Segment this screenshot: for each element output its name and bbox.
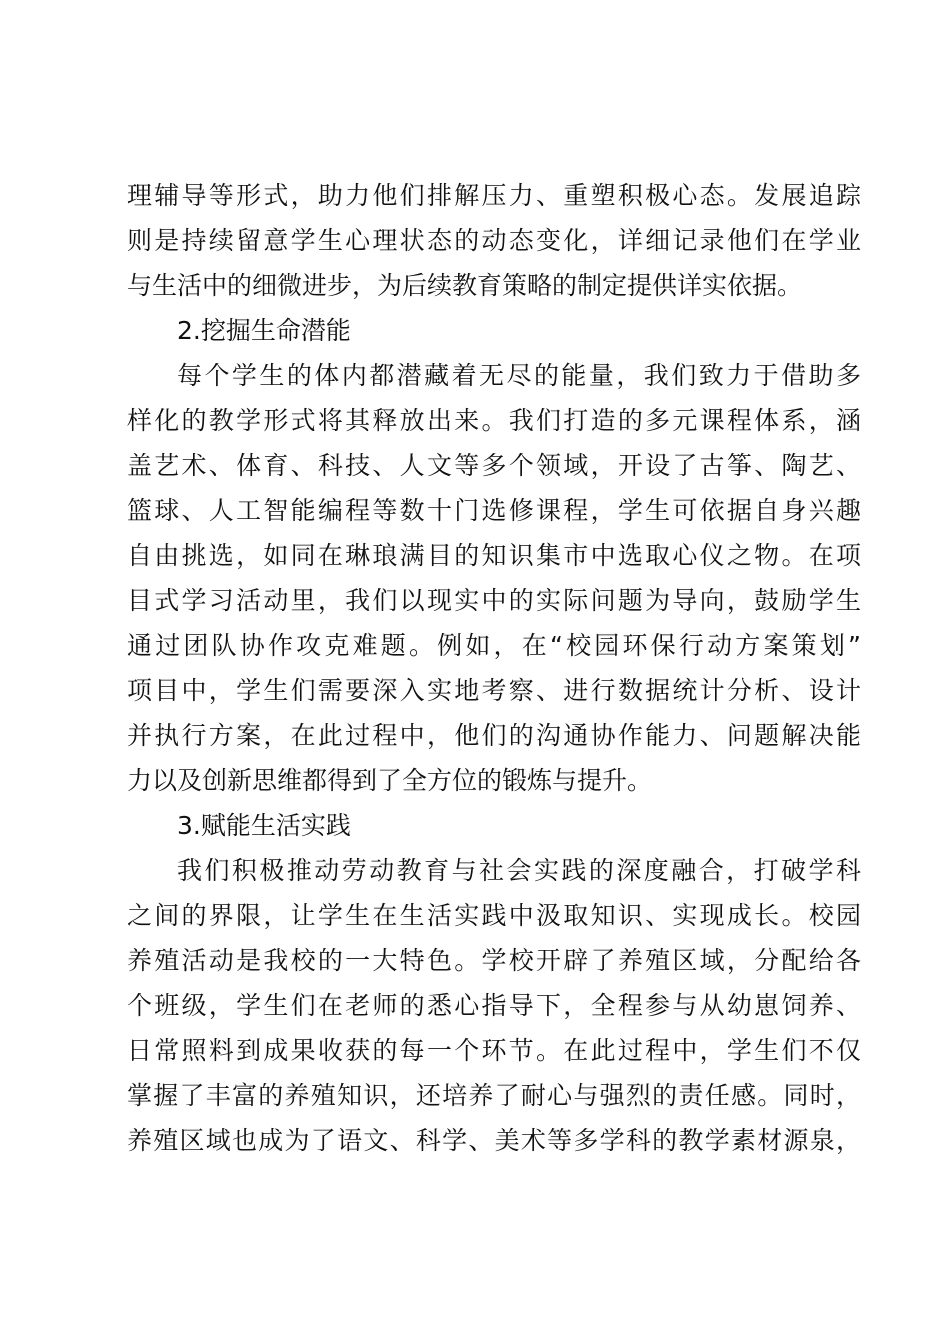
- paragraph-2-line-2: 样化的教学形式将其释放出来。我们打造的多元课程体系，涵: [127, 406, 861, 435]
- paragraph-3-line-6: 掌握了丰富的养殖知识，还培养了耐心与强烈的责任感。同时，: [127, 1081, 861, 1110]
- paragraph-2: [127, 353, 861, 803]
- paragraph-2-line-10: 力以及创新思维都得到了全方位的锻炼与提升。: [127, 766, 653, 795]
- paragraph-2-line-7: 通过团队协作攻克难题。例如，在“校园环保行动方案策划”: [127, 631, 861, 660]
- paragraph-1-line-1: 理辅导等形式，助力他们排解压力、重塑积极心态。发展追踪: [127, 181, 861, 210]
- paragraph-2-line-6: 目式学习活动里，我们以现实中的实际问题为导向，鼓励学生: [127, 586, 861, 615]
- paragraph-3: [127, 848, 861, 1163]
- paragraph-1-line-3: 与生活中的细微进步，为后续教育策略的制定提供详实依据。: [127, 271, 803, 300]
- paragraph-3-line-4: 个班级，学生们在老师的悉心指导下，全程参与从幼崽饲养、: [127, 991, 861, 1020]
- paragraph-2-line-9: 并执行方案，在此过程中，他们的沟通协作能力、问题解决能: [127, 721, 861, 750]
- paragraph-2-line-8: 项目中，学生们需要深入实地考察、进行数据统计分析、设计: [127, 676, 861, 705]
- section-heading-3: 3.赋能生活实践: [177, 811, 351, 840]
- paragraph-2-line-4: 篮球、人工智能编程等数十门选修课程，学生可依据自身兴趣: [127, 496, 861, 525]
- paragraph-1: [127, 173, 861, 308]
- paragraph-3-line-5: 日常照料到成果收获的每一个环节。在此过程中，学生们不仅: [127, 1036, 861, 1065]
- document-body: [127, 173, 861, 1163]
- paragraph-2-line-3: 盖艺术、体育、科技、人文等多个领域，开设了古筝、陶艺、: [127, 451, 861, 480]
- section-heading-2: 2.挖掘生命潜能: [177, 316, 351, 345]
- paragraph-3-line-2: 之间的界限，让学生在生活实践中汲取知识、实现成长。校园: [127, 901, 861, 930]
- paragraph-3-line-3: 养殖活动是我校的一大特色。学校开辟了养殖区域，分配给各: [127, 946, 861, 975]
- paragraph-2-line-5: 自由挑选，如同在琳琅满目的知识集市中选取心仪之物。在项: [127, 541, 861, 570]
- paragraph-3-line-1: 我们积极推动劳动教育与社会实践的深度融合，打破学科: [177, 856, 861, 885]
- paragraph-2-line-1: 每个学生的体内都潜藏着无尽的能量，我们致力于借助多: [177, 361, 861, 390]
- paragraph-1-line-2: 则是持续留意学生心理状态的动态变化，详细记录他们在学业: [127, 226, 861, 255]
- paragraph-3-line-7: 养殖区域也成为了语文、科学、美术等多学科的教学素材源泉，: [127, 1126, 861, 1155]
